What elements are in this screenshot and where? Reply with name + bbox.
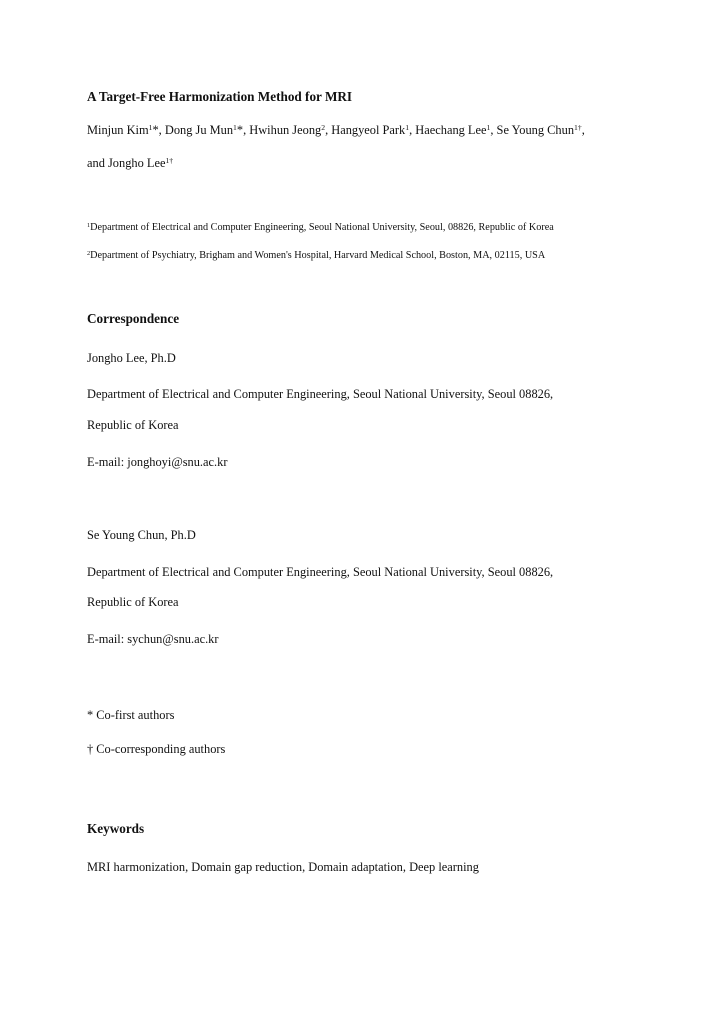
author-name: Hwihun Jeong <box>249 123 322 137</box>
affiliation-2 <box>87 251 545 261</box>
contact-2-country: Republic of Korea <box>87 595 179 609</box>
author-name: Haechang Lee <box>415 123 487 137</box>
author-name: Dong Ju Mun <box>164 123 234 137</box>
contact-1-email: E-mail: jonghoyi@snu.ac.kr <box>87 455 228 469</box>
co-corresponding-note: † Co-corresponding authors <box>87 742 226 756</box>
author-list-line-2 <box>87 157 173 169</box>
contact-2-department: Department of Electrical and Computer Engineering, Seoul National University, Seoul 08826, <box>87 565 554 579</box>
author-cofirst-mark: * <box>236 123 244 137</box>
affiliation-text: Department of Electrical and Computer Engineering, Seoul National University, Seoul, 08826, Republic of Korea <box>90 222 554 233</box>
affiliation-text: Department of Psychiatry, Brigham and Women's Hospital, Harvard Medical School, Boston, MA, 02115, USA <box>90 250 546 261</box>
paper-title: A Target-Free Harmonization Method for MRI <box>87 89 353 104</box>
co-first-note: * Co-first authors <box>87 708 175 722</box>
author-cofirst-mark: * <box>152 123 159 137</box>
contact-2-name: Se Young Chun, Ph.D <box>87 528 196 542</box>
affiliation-number: 1 <box>87 221 91 229</box>
author-affiliation-mark: 1† <box>165 155 174 165</box>
author-affiliation-mark: 1 <box>233 122 237 132</box>
author-name: Se Young Chun <box>496 123 575 137</box>
contact-1-department: Department of Electrical and Computer Engineering, Seoul National University, Seoul 08826, <box>87 387 554 401</box>
author-list-line-1: Minjun Kim$^1$*, Dong Ju Mun$^1$*, Hwihun Jeong$^2$, Hangyeol Park$^1$, Haechang Lee$^1$, Se Young Chun$^{1\dagger}$, <box>87 122 585 137</box>
author-affiliation-mark: 1 <box>405 122 410 132</box>
keywords-list: MRI harmonization, Domain gap reduction, Domain adaptation, Deep learning <box>87 860 479 874</box>
author-affiliation-mark: 1† <box>574 122 582 132</box>
author-name: and Jongho Lee <box>87 156 166 170</box>
author-affiliation-mark: 2 <box>321 122 326 132</box>
author-name: Minjun Kim <box>87 123 149 137</box>
correspondence-heading: Correspondence <box>87 311 180 326</box>
author-name: Hangyeol Park <box>331 123 406 137</box>
contact-1-name: Jongho Lee, Ph.D <box>87 351 176 365</box>
contact-1-country: Republic of Korea <box>87 418 179 432</box>
keywords-heading: Keywords <box>87 821 145 836</box>
author-affiliation-mark: 1 <box>148 122 153 132</box>
affiliation-1 <box>87 223 554 233</box>
contact-2-email: E-mail: sychun@snu.ac.kr <box>87 632 219 646</box>
author-affiliation-mark: 1 <box>486 122 491 132</box>
affiliation-number: 2 <box>87 249 91 257</box>
